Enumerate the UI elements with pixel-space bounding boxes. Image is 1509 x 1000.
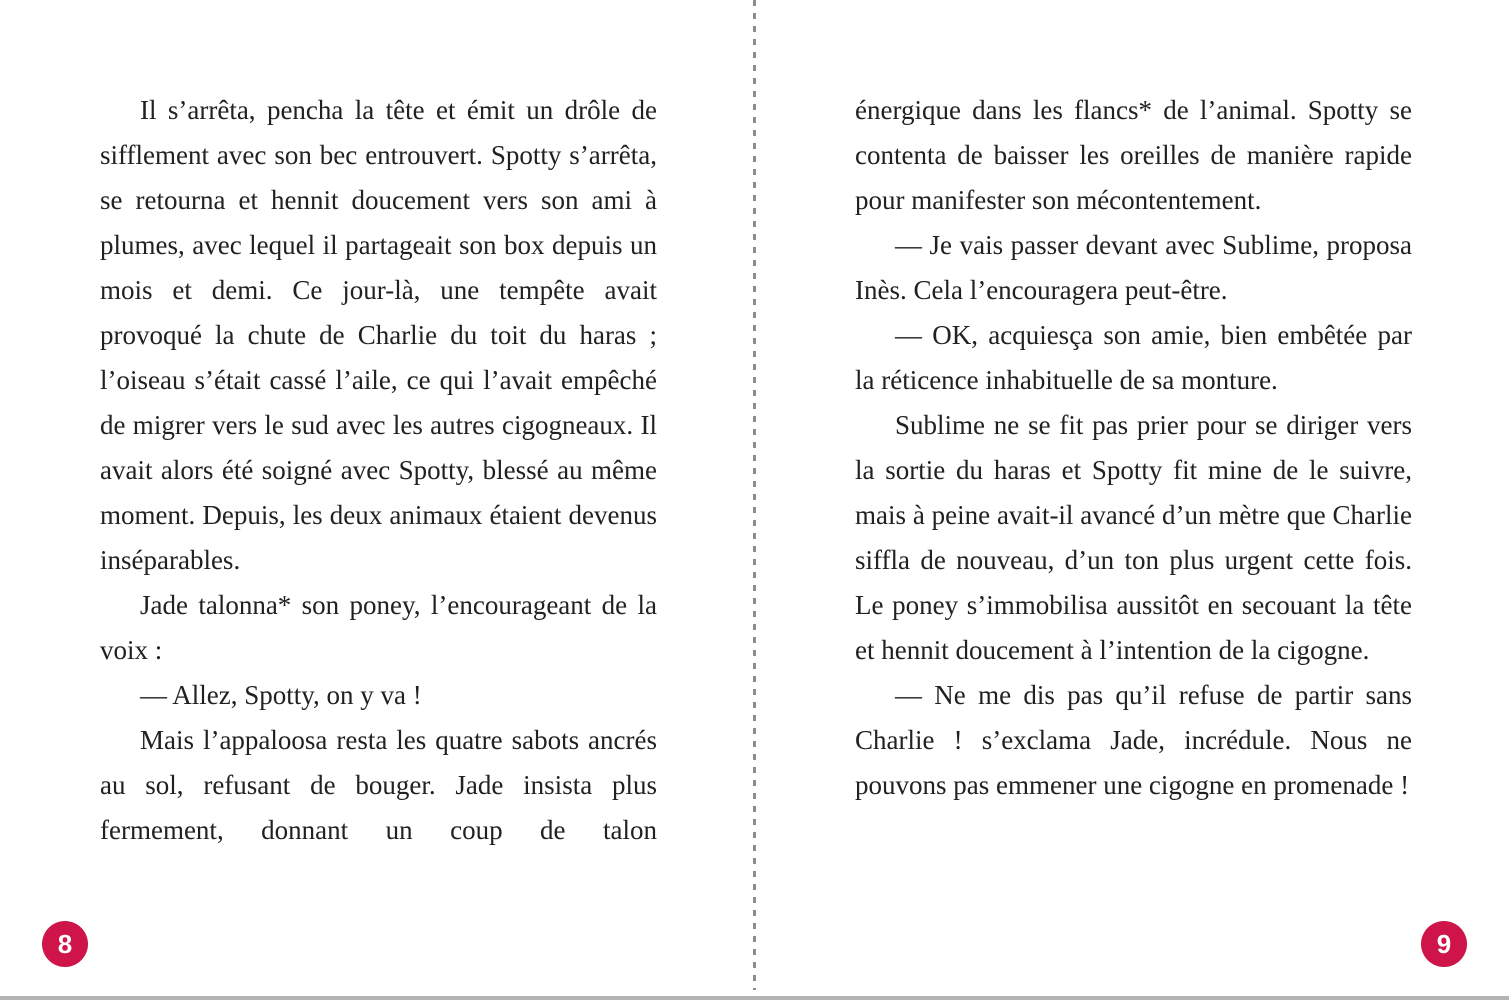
paragraph-dialogue: — Ne me dis pas qu’il refuse de partir sans Charlie ! s’exclama Jade, incrédule. Nous ne pouvons pas emmener une cigogne en promenade ! xyxy=(855,680,1412,800)
paragraph: Mais l’appaloosa resta les quatre sabots ancrés au sol, refusant de bouger. Jade insista plus fermement, donnant un coup de talon xyxy=(100,725,657,845)
page-divider xyxy=(753,0,756,990)
page-number-badge: 9 xyxy=(1421,921,1467,967)
paragraph: énergique dans les flancs* de l’animal. Spotty se contenta de baisser les oreilles de manière rapide pour manifester son mécontentement. xyxy=(855,95,1412,215)
paragraph: Sublime ne se fit pas prier pour se diriger vers la sortie du haras et Spotty fit mine de le suivre, mais à peine avait-il avancé d’un mètre que Charlie siffla de nouveau, d’un ton plus urgent cette fois. Le poney s’immobilisa aussitôt en secouant la tête et hennit doucement à l’intention de la cigogne. xyxy=(855,410,1412,665)
paragraph: Jade talonna* son poney, l’encourageant de la voix : xyxy=(100,590,657,665)
left-page-text xyxy=(100,88,657,853)
paragraph-dialogue: — Allez, Spotty, on y va ! xyxy=(140,680,422,710)
paragraph: Il s’arrêta, pencha la tête et émit un drôle de sifflement avec son bec entrouvert. Spotty s’arrêta, se retourna et hennit doucement vers son ami à plumes, avec lequel il partageait son box depuis un mois et demi. Ce jour-là, une tempête avait provoqué la chute de Charlie du toit du haras ; l’oiseau s’était cassé l’aile, ce qui l’avait empêché de migrer vers le sud avec les autres cigogneaux. Il avait alors été soigné avec Spotty, blessé au même moment. Depuis, les deux animaux étaient devenus inséparables. xyxy=(100,95,657,575)
paragraph-dialogue: — OK, acquiesça son amie, bien embêtée par la réticence inhabituelle de sa monture. xyxy=(855,320,1412,395)
bottom-bar xyxy=(0,996,1509,1000)
paragraph-dialogue: — Je vais passer devant avec Sublime, proposa Inès. Cela l’encouragera peut-être. xyxy=(855,230,1412,305)
page-number-badge: 8 xyxy=(42,921,88,967)
right-page-text xyxy=(855,88,1412,808)
